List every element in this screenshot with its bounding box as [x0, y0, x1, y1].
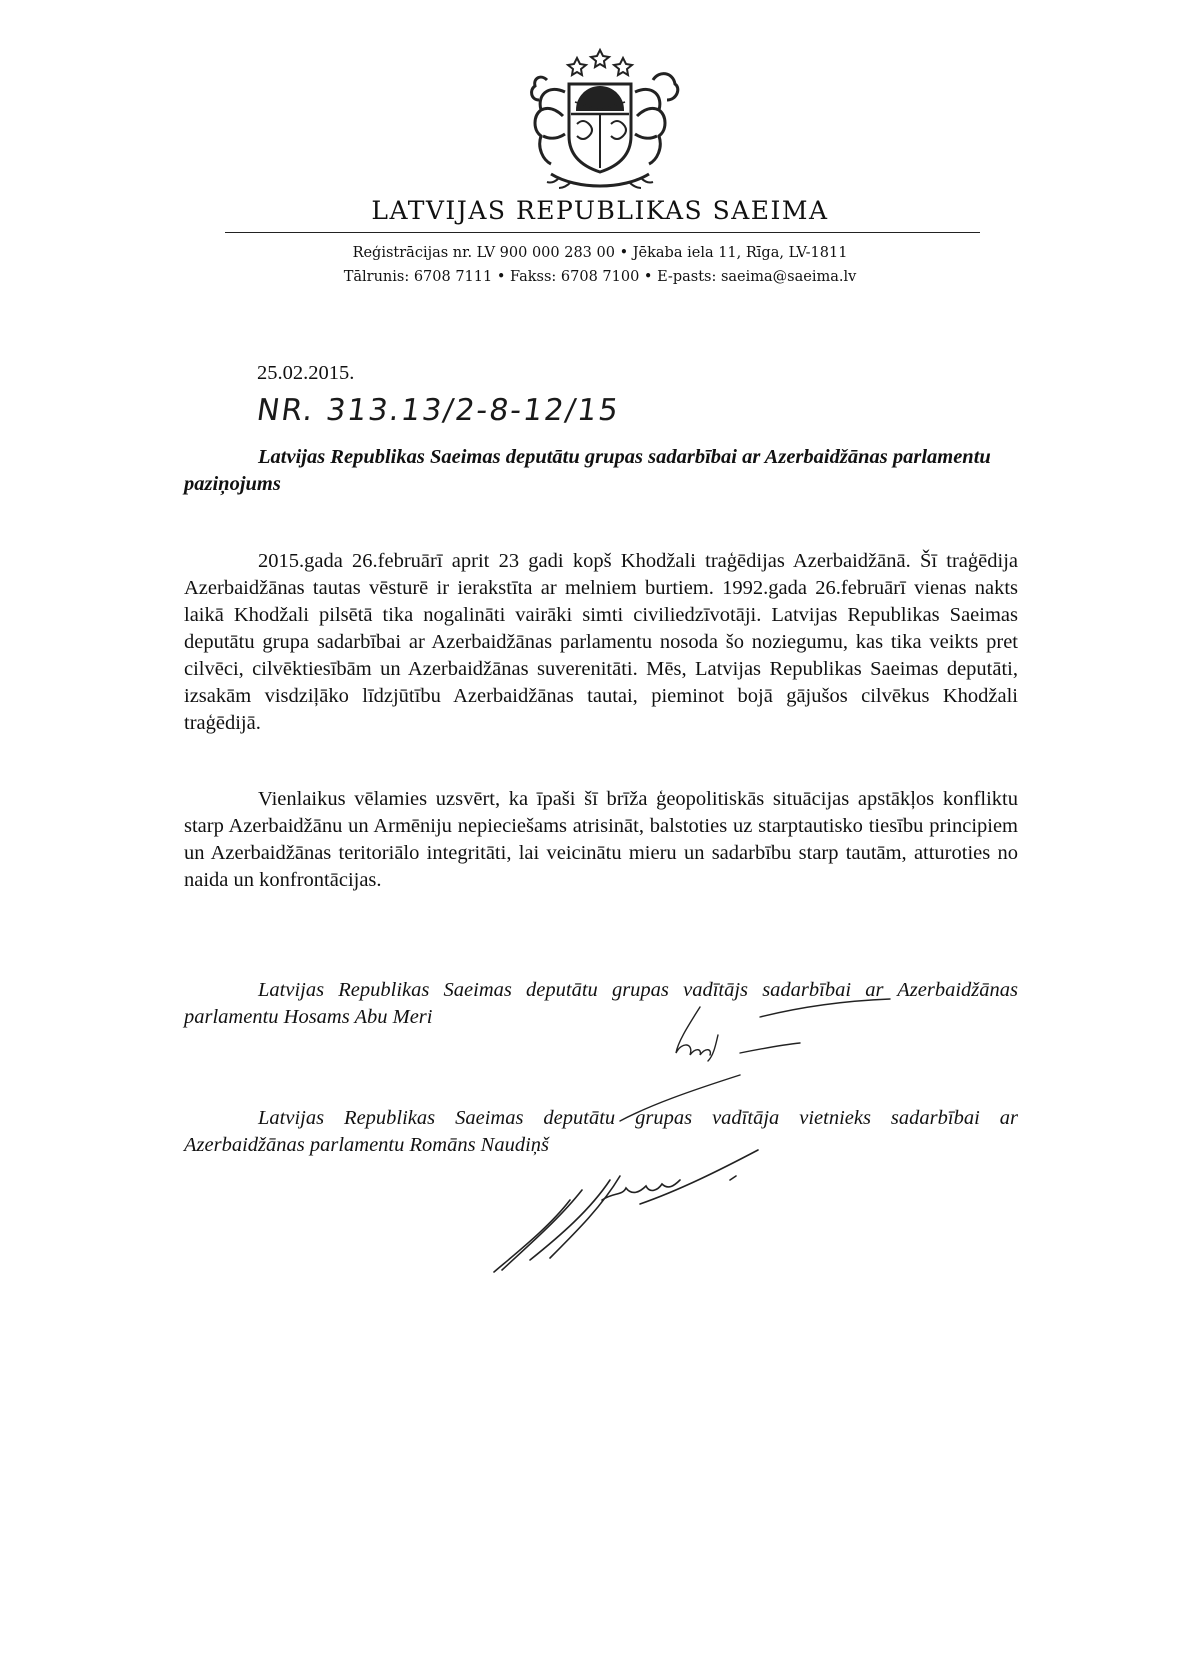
paragraph-1	[184, 548, 1018, 737]
organization-name: LATVIJAS REPUBLIKAS SAEIMA	[371, 196, 829, 225]
header-divider	[225, 232, 980, 233]
contact-line-registration: Reģistrācijas nr. LV 900 000 283 00 • Jēkaba iela 11, Rīga, LV-1811	[352, 245, 848, 261]
coat-of-arms-icon	[507, 44, 693, 194]
letter-title	[184, 444, 1018, 498]
paragraph-2	[184, 786, 1018, 894]
letter-title-text: Latvijas Republikas Saeimas deputātu grupas sadarbībai ar Azerbaidžānas parlamentu paziņojums	[184, 446, 991, 495]
contact-line-phone: Tālrunis: 6708 7111 • Fakss: 6708 7100 • E-pasts: saeima@saeima.lv	[343, 269, 857, 285]
signatory-2-text: Latvijas Republikas Saeimas deputātu grupas vadītāja vietnieks sadarbībai ar Azerbaidžānas parlamentu Romāns Naudiņš	[184, 1107, 1018, 1156]
paragraph-1-text: 2015.gada 26.februārī aprit 23 gadi kopš Khodžali traģēdijas Azerbaidžānā. Šī traģēdija Azerbaidžānas tautas vēsturē ir ierakstīta ar melniem burtiem. 1992.gada 26.februārī vienas nakts laikā Khodžali pilsētā tika nogalināti vairāki simti civiliedzīvotāji. Latvijas Republikas Saeimas deputātu grupa sadarbībai ar Azerbaidžānas parlamentu nosoda šo noziegumu, kas tika veikts pret cilvēci, cilvēktiesībām un Azerbaidžānas suverenitāti. Mēs, Latvijas Republikas Saeimas deputāti, izsakām visdziļāko līdzjūtību Azerbaidžānas tautai, pieminot bojā gājušos cilvēkus Khodžali traģēdijā.	[184, 550, 1018, 734]
letter-date: 25.02.2015.	[257, 362, 355, 384]
signatory-1-text: Latvijas Republikas Saeimas deputātu grupas vadītājs sadarbībai ar Azerbaidžānas parlamentu Hosams Abu Meri	[184, 979, 1018, 1028]
paragraph-2-text: Vienlaikus vēlamies uzsvērt, ka īpaši šī brīža ģeopolitiskās situācijas apstākļos konfliktu starp Azerbaidžānu un Armēniju nepieciešams atrisināt, balstoties uz starptautisko tiesību principiem un Azerbaidžānas teritoriālo integritāti, lai veicinātu mieru un sadarbību starp tautām, atturoties no naida un konfrontācijas.	[184, 788, 1018, 891]
registration-number: NR. 313.13/2-8-12/15	[254, 393, 623, 428]
signature-2	[490, 1140, 790, 1280]
